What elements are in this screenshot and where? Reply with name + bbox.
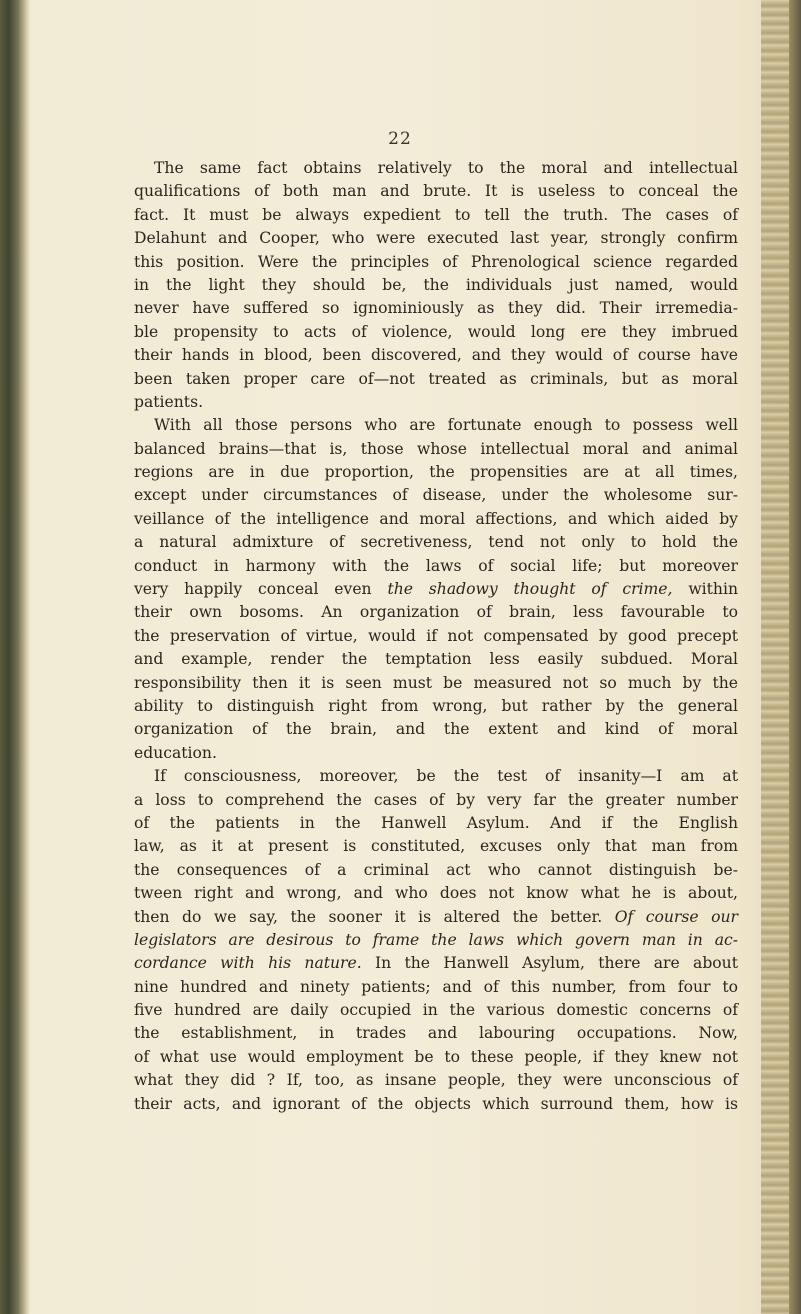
- text-segment: veillance of the intelligence and moral affections, and which aided by: [134, 509, 738, 528]
- text-line: [134, 321, 738, 344]
- text-segment: education.: [134, 743, 217, 762]
- text-line: [134, 461, 738, 484]
- text-segment: responsibility then it is seen must be measured not so much by the: [134, 673, 738, 692]
- text-segment: patients.: [134, 392, 204, 411]
- text-line: [134, 344, 738, 367]
- text-line: [134, 414, 738, 437]
- text-line: [134, 368, 738, 391]
- text-line: [134, 929, 738, 952]
- text-line: [134, 1022, 738, 1045]
- text-line: [134, 695, 738, 718]
- text-line: [134, 578, 738, 601]
- text-segment: the establishment, in trades and labouring occupations. Now,: [134, 1024, 738, 1043]
- text-segment: ble propensity to acts of violence, would long ere they imbrued: [134, 322, 738, 341]
- text-line: [134, 882, 738, 905]
- text-line: [134, 648, 738, 671]
- text-line: [134, 625, 738, 648]
- text-line: [134, 906, 738, 929]
- text-segment: within: [672, 580, 739, 599]
- text-line: [134, 297, 738, 320]
- text-segment: regions are in due proportion, the propensities are at all times,: [134, 463, 738, 482]
- text-line: [134, 531, 738, 554]
- book-spine-edge: [0, 0, 30, 1314]
- text-segment: If consciousness, moreover, be the test of insanity—I am at: [154, 767, 738, 786]
- text-line: [134, 859, 738, 882]
- text-segment: Delahunt and Cooper, who were executed last year, strongly confirm: [134, 229, 738, 248]
- text-line: [134, 251, 738, 274]
- text-segment: With all those persons who are fortunate enough to possess well: [154, 416, 738, 435]
- text-segment: the preservation of virtue, would if not compensated by good precept: [134, 626, 738, 645]
- text-segment: The same fact obtains relatively to the moral and intellectual: [154, 159, 738, 177]
- text-segment: of what use would employment be to these people, if they knew not: [134, 1047, 738, 1066]
- text-line: [134, 952, 738, 975]
- text-line: [134, 1093, 738, 1116]
- text-line: [134, 227, 738, 250]
- text-segment: their hands in blood, been discovered, and they would of course have: [134, 346, 738, 365]
- text-segment: In the Hanwell Asylum, there are about: [361, 954, 738, 973]
- italic-text: Of course our: [614, 907, 738, 926]
- page-number: 22: [388, 129, 412, 149]
- text-line: [134, 999, 738, 1022]
- text-segment: their acts, and ignorant of the objects which surround them, how is: [134, 1094, 738, 1113]
- text-segment: tween right and wrong, and who does not know what he is about,: [134, 884, 738, 903]
- text-segment: their own bosoms. An organization of brain, less favourable to: [134, 603, 738, 622]
- text-line: [134, 391, 738, 414]
- text-segment: conduct in harmony with the laws of social life; but moreover: [134, 556, 738, 575]
- text-segment: very happily conceal even: [134, 580, 388, 599]
- text-line: [134, 508, 738, 531]
- text-segment: a loss to comprehend the cases of by very far the greater number: [134, 790, 738, 809]
- text-line: [134, 1069, 738, 1092]
- text-segment: except under circumstances of disease, under the wholesome sur-: [134, 486, 738, 505]
- text-segment: law, as it at present is constituted, excuses only that man from: [134, 837, 738, 856]
- text-line: [134, 601, 738, 624]
- book-page-edge: [761, 0, 801, 1314]
- text-segment: never have suffered so ignominiously as they did. Their irremedia-: [134, 299, 738, 318]
- text-line: [134, 555, 738, 578]
- text-segment: in the light they should be, the individuals just named, would: [134, 275, 738, 294]
- text-segment: balanced brains—that is, those whose intellectual moral and animal: [134, 439, 738, 458]
- text-line: [134, 789, 738, 812]
- text-segment: qualifications of both man and brute. It is useless to conceal the: [134, 182, 738, 201]
- text-segment: of the patients in the Hanwell Asylum. And if the English: [134, 813, 738, 832]
- text-line: [134, 484, 738, 507]
- text-segment: been taken proper care of—not treated as criminals, but as moral: [134, 369, 738, 388]
- text-segment: nine hundred and ninety patients; and of this number, from four to: [134, 977, 738, 996]
- text-segment: ability to distinguish right from wrong, but rather by the general: [134, 696, 738, 715]
- text-segment: the consequences of a criminal act who cannot distinguish be-: [134, 860, 738, 879]
- text-line: [134, 438, 738, 461]
- text-line: [134, 157, 738, 180]
- text-line: [134, 274, 738, 297]
- text-line: [134, 742, 738, 765]
- text-line: [134, 976, 738, 999]
- text-line: [134, 812, 738, 835]
- text-segment: a natural admixture of secretiveness, tend not only to hold the: [134, 533, 738, 552]
- text-segment: then do we say, the sooner it is altered the better.: [134, 907, 615, 926]
- text-line: [134, 718, 738, 741]
- text-line: [134, 765, 738, 788]
- text-segment: five hundred are daily occupied in the various domestic concerns of: [134, 1001, 738, 1020]
- text-line: [134, 835, 738, 858]
- text-line: [134, 1046, 738, 1069]
- text-segment: and example, render the temptation less easily subdued. Moral: [134, 650, 738, 669]
- text-line: [134, 672, 738, 695]
- body-text: [134, 157, 738, 1116]
- text-segment: what they did ? If, too, as insane people, they were unconscious of: [134, 1071, 738, 1090]
- italic-text: legislators are desirous to frame the laws which govern man in ac-: [134, 930, 738, 949]
- text-line: [134, 180, 738, 203]
- italic-text: the shadowy thought of crime,: [387, 580, 673, 599]
- text-line: [134, 204, 738, 227]
- text-segment: fact. It must be always expedient to tell the truth. The cases of: [134, 205, 738, 224]
- text-segment: organization of the brain, and the extent and kind of moral: [134, 720, 738, 739]
- italic-text: cordance with his nature.: [134, 954, 362, 973]
- text-segment: this position. Were the principles of Phrenological science regarded: [134, 252, 738, 271]
